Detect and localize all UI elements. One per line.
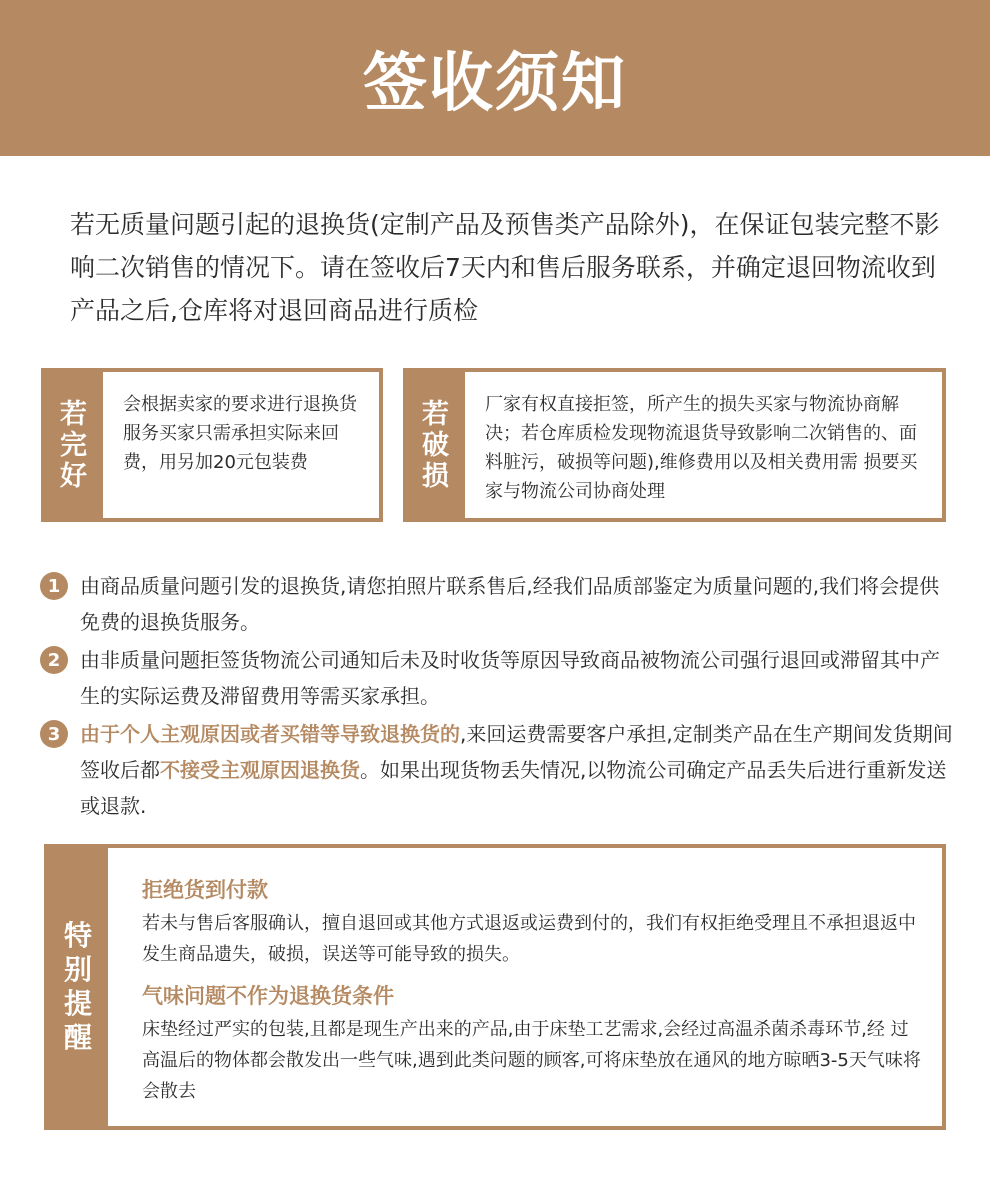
intro-paragraph: 若无质量问题引起的退换货(定制产品及预售类产品除外)，在保证包装完整不影响二次销售的情况下。请在签收后7天内和售后服务联系，并确定退回物流收到产品之后,仓库将对退回商品进行质检 (70, 210, 940, 325)
section-text: 若未与售后客服确认，擅自退回或其他方式退返或运费到付的，我们有权拒绝受理且不承担退返中发生商品遗失，破损，误送等可能导致的损失。 (142, 913, 916, 965)
note-text-part: ,来回运费需要客户承担,定制类产品在生产期间发货期间签收后都 (80, 722, 953, 782)
damaged-text: 厂家有权直接拒签，所产生的损失买家与物流协商解决；若仓库质检发现物流退货导致影响二次销售的、面料脏污，破损等问题),维修费用以及相关费用需 损要买家与物流公司协商处理 (485, 394, 918, 502)
special-body (108, 848, 942, 1126)
number-badge: 1 (40, 572, 68, 600)
note-text (80, 716, 955, 824)
number-badge: 3 (40, 720, 68, 748)
intact-tag (45, 372, 103, 518)
damaged-box (403, 368, 946, 522)
note-text: 由非质量问题拒签货物流公司通知后未及时收货等原因导致商品被物流公司强行退回或滞留其中产生的实际运费及滞留费用等需买家承担。 (80, 648, 940, 708)
number-badge: 2 (40, 646, 68, 674)
section-title: 气味问题不作为退换货条件 (142, 984, 394, 1008)
special-tag-label: 特别提醒 (63, 919, 92, 1054)
note-highlight: 由于个人主观原因或者买错等导致退换货的 (80, 722, 460, 746)
note-text: 由商品质量问题引发的退换货,请您拍照片联系售后,经我们品质部鉴定为质量问题的,我们将会提供免费的退换货服务。 (80, 574, 940, 634)
notes-list (40, 568, 955, 826)
special-tag (48, 848, 108, 1126)
intact-box (41, 368, 383, 522)
damaged-tag-label: 若破损 (422, 398, 451, 492)
section-text: 床垫经过严实的包装,且都是现生产出来的产品,由于床垫工艺需求,会经过高温杀菌杀毒环节,经 过高温后的物体都会散发出一些气味,遇到此类问题的顾客,可将床垫放在通风的地方晾晒3-5天气味将会散去 (142, 1019, 921, 1102)
note-text-part: 。如果出现货物丢失情况,以物流公司确定产品丢失后进行重新发送或退款. (80, 758, 947, 818)
note-highlight: 不接受主观原因退换货 (160, 758, 360, 782)
damaged-tag (407, 372, 465, 518)
page-header (0, 0, 990, 156)
intact-text: 会根据卖家的要求进行退换货服务买家只需承担实际来回费，用另加20元包装费 (123, 394, 357, 473)
section-title: 拒绝货到付款 (142, 878, 268, 902)
intact-tag-label: 若完好 (60, 398, 89, 492)
list-item (40, 716, 955, 824)
list-item (40, 568, 955, 640)
special-reminder-box (44, 844, 946, 1130)
page-title: 签收须知 (363, 47, 627, 121)
list-item (40, 642, 955, 714)
